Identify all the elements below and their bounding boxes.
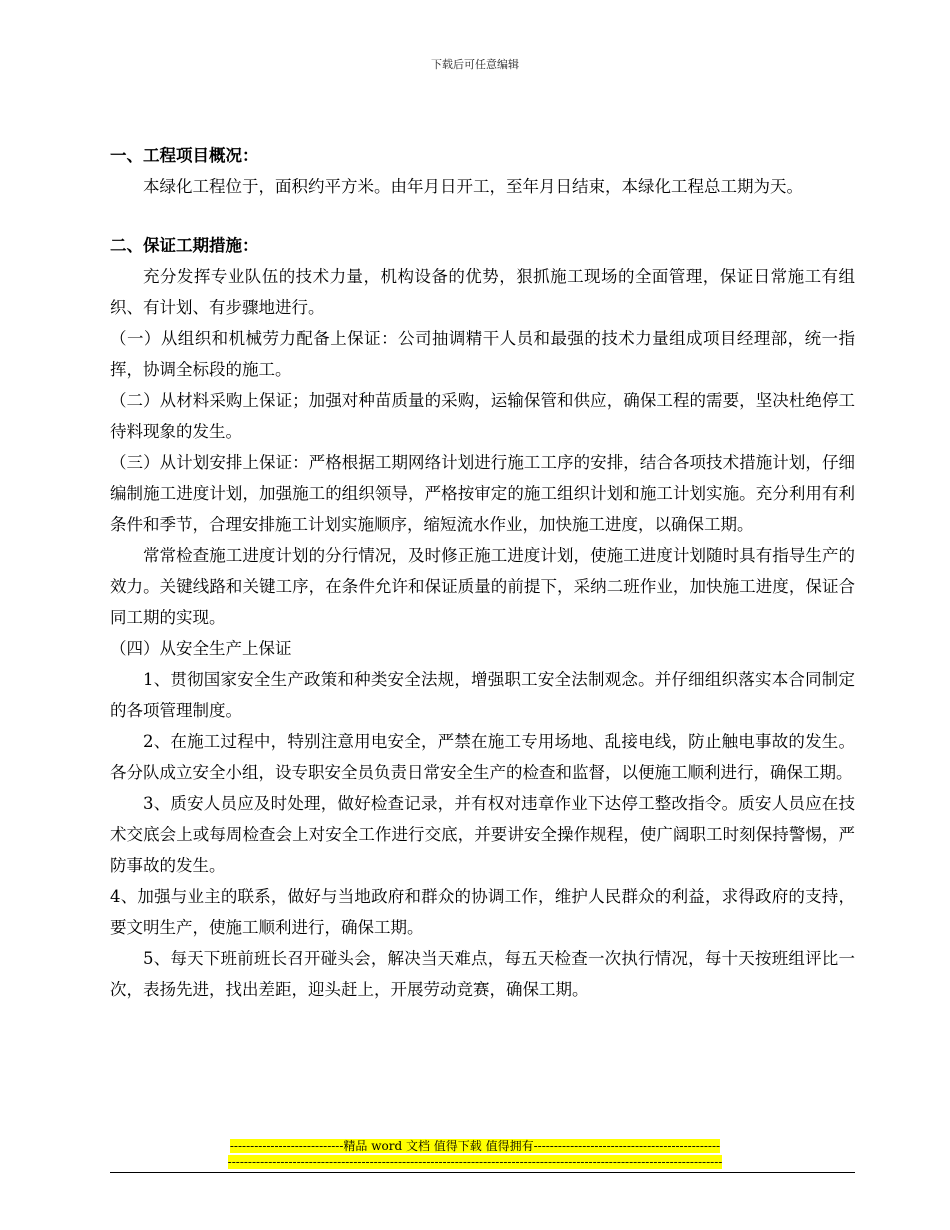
- footer-banner-line-1: [0, 1138, 950, 1154]
- section-spacer: [110, 202, 855, 230]
- section-1-paragraph: 本绿化工程位于，面积约平方米。由年月日开工，至年月日结束，本绿化工程总工期为天。: [143, 177, 803, 196]
- measure-2-materials: （二）从材料采购上保证；加强对种苗质量的采购，运输保管和供应，确保工程的需要，坚决杜绝停工待料现象的发生。: [110, 391, 855, 441]
- document-body: [110, 140, 855, 1005]
- measure-4-safety-title: （四）从安全生产上保证: [110, 639, 292, 658]
- section-1-title: 一、工程项目概况：: [110, 146, 259, 165]
- page-header-note: 下载后可任意编辑: [431, 58, 519, 71]
- footer-divider: [110, 1172, 855, 1173]
- measure-1-organization: （一）从组织和机械劳力配备上保证：公司抽调精干人员和最强的技术力量组成项目经理部，统一指挥，协调全标段的施工。: [110, 329, 855, 379]
- safety-item-5: 5、每天下班前班长召开碰头会，解决当天难点，每五天检查一次执行情况，每十天按班组评比一次，表扬先进，找出差距，迎头赶上，开展劳动竞赛，确保工期。: [110, 949, 855, 999]
- footer-banner-text: ----------------------------精品 word 文档 值得下载 值得拥有----------------------------------------------: [229, 1139, 721, 1153]
- section-2-intro-paragraph: 充分发挥专业队伍的技术力量，机构设备的优势，狠抓施工现场的全面管理，保证日常施工有组织、有计划、有步骤地进行。: [110, 267, 855, 317]
- safety-item-3: 3、质安人员应及时处理，做好检查记录，并有权对违章作业下达停工整改指令。质安人员应在技术交底会上或每周检查会上对安全工作进行交底，并要讲安全操作规程，使广阔职工时刻保持警惕，严防事故的发生。: [110, 794, 855, 875]
- section-2-title: 二、保证工期措施：: [110, 236, 259, 255]
- safety-item-1: 1、贯彻国家安全生产政策和种类安全法规，增强职工安全法制观念。并仔细组织落实本合同制定的各项管理制度。: [110, 670, 855, 720]
- footer-banner-line-2: [0, 1154, 950, 1170]
- measure-3-planning: （三）从计划安排上保证：严格根据工期网络计划进行施工工序的安排，结合各项技术措施计划，仔细编制施工进度计划，加强施工的组织领导，严格按审定的施工组织计划和施工计划实施。充分利用有利条件和季节，合理安排施工计划实施顺序，缩短流水作业，加快施工进度，以确保工期。: [110, 453, 855, 534]
- safety-item-4: 4、加强与业主的联系，做好与当地政府和群众的协调工作，维护人民群众的利益，求得政府的支持，要文明生产，使施工顺利进行，确保工期。: [110, 887, 855, 937]
- footer-dashes: --------------------------------------------------------------------------------------------------------------------------: [227, 1155, 723, 1169]
- safety-item-2: 2、在施工过程中，特别注意用电安全，严禁在施工专用场地、乱接电线，防止触电事故的发生。各分队成立安全小组，设专职安全员负责日常安全生产的检查和监督，以便施工顺利进行，确保工期。: [110, 732, 855, 782]
- planning-followup-paragraph: 常常检查施工进度计划的分行情况，及时修正施工进度计划，使施工进度计划随时具有指导生产的效力。关键线路和关键工序，在条件允许和保证质量的前提下，采纳二班作业，加快施工进度，保证合同工期的实现。: [110, 546, 855, 627]
